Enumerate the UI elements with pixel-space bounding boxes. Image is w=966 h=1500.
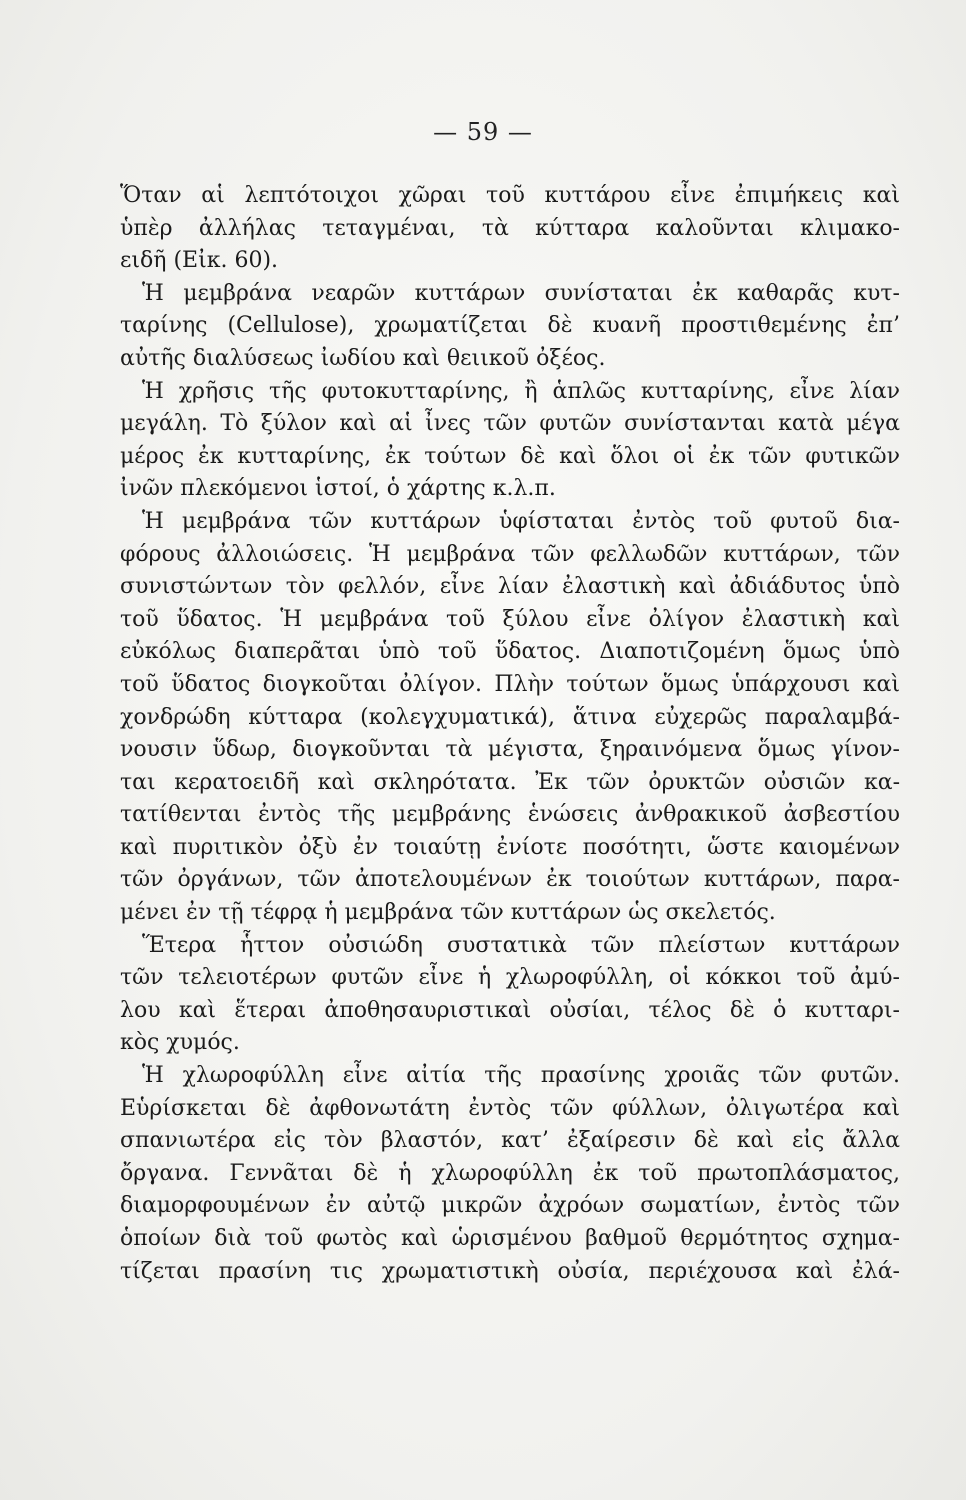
- text-line: λου καὶ ἕτεραι ἀποθησαυριστικαὶ οὐσίαι, τέλος δὲ ὁ κυτταρι-: [120, 997, 900, 1023]
- text-line: σπανιωτέρα εἰς τὸν βλαστόν, κατ’ ἐξαίρεσιν δὲ καὶ εἰς ἄλλα: [120, 1128, 900, 1154]
- text-line: κὸς χυμός.: [120, 1030, 240, 1056]
- text-line: τοῦ ὕδατος διογκοῦται ὀλίγον. Πλὴν τούτων ὅμως ὑπάρχουσι καὶ: [120, 671, 900, 697]
- text-line: μένει ἐν τῇ τέφρᾳ ἡ μεμβράνα τῶν κυττάρων ὡς σκελετός.: [120, 900, 776, 926]
- text-line: ὑπὲρ ἀλλήλας τεταγμέναι, τὰ κύτταρα καλοῦνται κλιμακο-: [120, 215, 900, 241]
- text-line: φόρους ἀλλοιώσεις. Ἡ μεμβράνα τῶν φελλωδῶν κυττάρων, τῶν: [120, 541, 900, 567]
- text-line: ειδῆ (Εἰκ. 60).: [120, 248, 279, 274]
- text-line: Ἡ χρῆσις τῆς φυτοκυτταρίνης, ἢ ἁπλῶς κυτταρίνης, εἶνε λίαν: [142, 378, 900, 404]
- text-line: τῶν ὀργάνων, τῶν ἀποτελουμένων ἐκ τοιούτων κυττάρων, παρα-: [120, 867, 900, 893]
- text-line: αὐτῆς διαλύσεως ἰωδίου καὶ θειικοῦ ὀξέος.: [120, 345, 606, 371]
- text-line: Ἡ χλωροφύλλη εἶνε αἰτία τῆς πρασίνης χροιᾶς τῶν φυτῶν.: [142, 1063, 900, 1089]
- text-line: μέρος ἐκ κυτταρίνης, ἐκ τούτων δὲ καὶ ὅλοι οἱ ἐκ τῶν φυτικῶν: [120, 443, 900, 469]
- text-line: καὶ πυριτικὸν ὀξὺ ἐν τοιαύτῃ ἐνίοτε ποσότητι, ὥστε καιομένων: [120, 834, 900, 860]
- text-line: ταρίνης (Cellulose), χρωματίζεται δὲ κυανῆ προστιθεμένης ἐπ’: [120, 313, 900, 339]
- text-line: διαμορφουμένων ἐν αὐτῷ μικρῶν ἀχρόων σωματίων, ἐντὸς τῶν: [120, 1193, 900, 1219]
- text-line: ὄργανα. Γεννᾶται δὲ ἡ χλωροφύλλη ἐκ τοῦ πρωτοπλάσματος,: [120, 1160, 900, 1186]
- text-line: ἰνῶν πλεκόμενοι ἱστοί, ὁ χάρτης κ.λ.π.: [120, 476, 556, 502]
- text-line: τῶν τελειοτέρων φυτῶν εἶνε ἡ χλωροφύλλη, οἱ κόκκοι τοῦ ἀμύ-: [120, 965, 900, 991]
- text-line: Ἕτερα ἧττον οὐσιώδη συστατικὰ τῶν πλείστων κυττάρων: [142, 932, 900, 958]
- text-line: νουσιν ὕδωρ, διογκοῦνται τὰ μέγιστα, ξηραινόμενα ὅμως γίνον-: [120, 737, 900, 763]
- text-line: συνιστώντων τὸν φελλόν, εἶνε λίαν ἐλαστικὴ καὶ ἀδιάδυτος ὑπὸ: [120, 574, 900, 600]
- text-line: μεγάλη. Τὸ ξύλον καὶ αἱ ἶνες τῶν φυτῶν συνίστανται κατὰ μέγα: [120, 411, 900, 437]
- body-text: [120, 180, 900, 1288]
- text-line: εὐκόλως διαπερᾶται ὑπὸ τοῦ ὕδατος. Διαποτιζομένη ὅμως ὑπὸ: [120, 639, 900, 665]
- text-line: Ὅταν αἱ λεπτότοιχοι χῶραι τοῦ κυττάρου εἶνε ἐπιμήκεις καὶ: [120, 183, 900, 208]
- text-line: τατίθενται ἐντὸς τῆς μεμβράνης ἑνώσεις ἀνθρακικοῦ ἀσβεστίου: [120, 802, 900, 828]
- text-line: Εὑρίσκεται δὲ ἀφθονωτάτη ἐντὸς τῶν φύλλων, ὀλιγωτέρα καὶ: [120, 1095, 900, 1121]
- text-line: Ἡ μεμβράνα νεαρῶν κυττάρων συνίσταται ἐκ καθαρᾶς κυτ-: [142, 280, 900, 306]
- page-number: — 59 —: [433, 118, 533, 146]
- text-line: Ἡ μεμβράνα τῶν κυττάρων ὑφίσταται ἐντὸς τοῦ φυτοῦ δια-: [142, 508, 900, 534]
- text-line: ὁποίων διὰ τοῦ φωτὸς καὶ ὡρισμένου βαθμοῦ θερμότητος σχημα-: [120, 1226, 900, 1251]
- text-line: τίζεται πρασίνη τις χρωματιστικὴ οὐσία, περιέχουσα καὶ ἐλά-: [120, 1258, 900, 1284]
- text-line: ται κερατοειδῆ καὶ σκληρότατα. Ἐκ τῶν ὀρυκτῶν οὐσιῶν κα-: [120, 769, 900, 795]
- text-line: τοῦ ὕδατος. Ἡ μεμβράνα τοῦ ξύλου εἶνε ὀλίγον ἐλαστικὴ καὶ: [120, 606, 900, 632]
- text-line: χονδρώδη κύτταρα (κολεγχυματικά), ἅτινα εὐχερῶς παραλαμβά-: [120, 704, 900, 730]
